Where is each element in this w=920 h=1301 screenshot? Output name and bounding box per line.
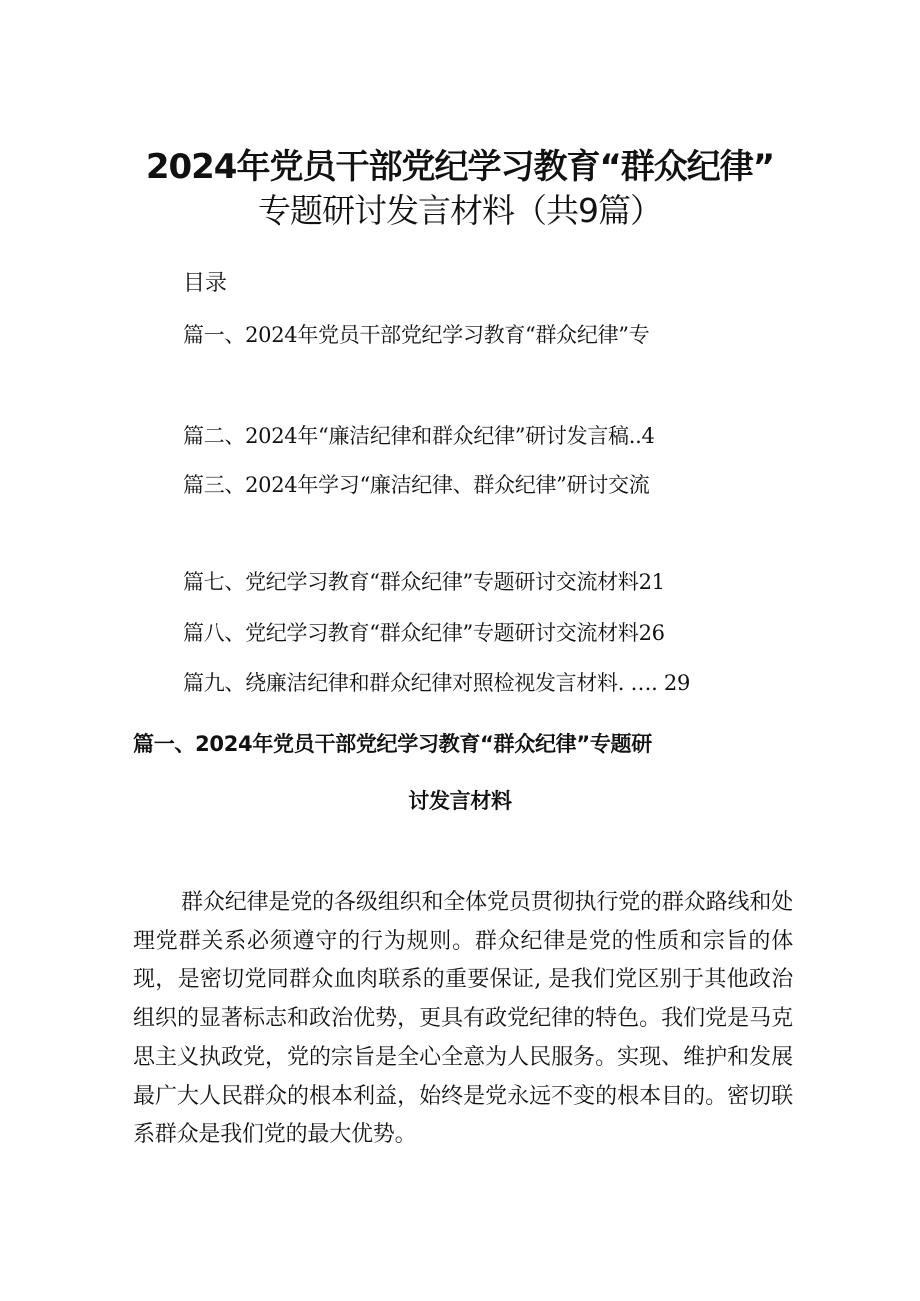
toc-item-7: 篇七、党纪学习教育“群众纪律”专题研讨交流材料21 [183,570,665,594]
section-title-line2: 讨发言材料 [408,789,512,813]
toc-item-9: 篇九、绕廉洁纪律和群众纪律对照检视发言材料. …. 29 [183,671,691,695]
section-title-line1: 篇一、2024年党员干部党纪学习教育“群众纪律”专题研 [133,732,652,756]
toc-item-8: 篇八、党纪学习教育“群众纪律”专题研讨交流材料26 [183,621,665,645]
body-paragraph: 群众纪律是党的各级组织和全体党员贯彻执行党的群众路线和处理党群关系必须遵守的行为规则。群众纪律是党的性质和宗旨的体现，是密切党同群众血肉联系的重要保证, 是我们党区别于其他政治组织的显著标志和政治优势，更具有政党纪律的特色。我们党是马克思主义执政党，党的宗旨是全心全意为人民服务。实现、维护和发展最广大人民群众的根本利益，始终是党永远不变的根本目的。密切联系群众是我们党的最大优势。 [133,890,793,1148]
toc-item-2: 篇二、2024年“廉洁纪律和群众纪律”研讨发言稿..4 [183,424,655,448]
document-title-line2: 专题研讨发言材料（共9篇） [258,191,662,230]
document-title-line1: 2024年党员干部党纪学习教育“群众纪律” [145,147,775,187]
toc-heading: 目录 [183,271,228,296]
toc-item-3: 篇三、2024年学习“廉洁纪律、群众纪律”研讨交流 [183,473,650,497]
toc-item-1: 篇一、2024年党员干部党纪学习教育“群众纪律”专 [183,323,650,347]
